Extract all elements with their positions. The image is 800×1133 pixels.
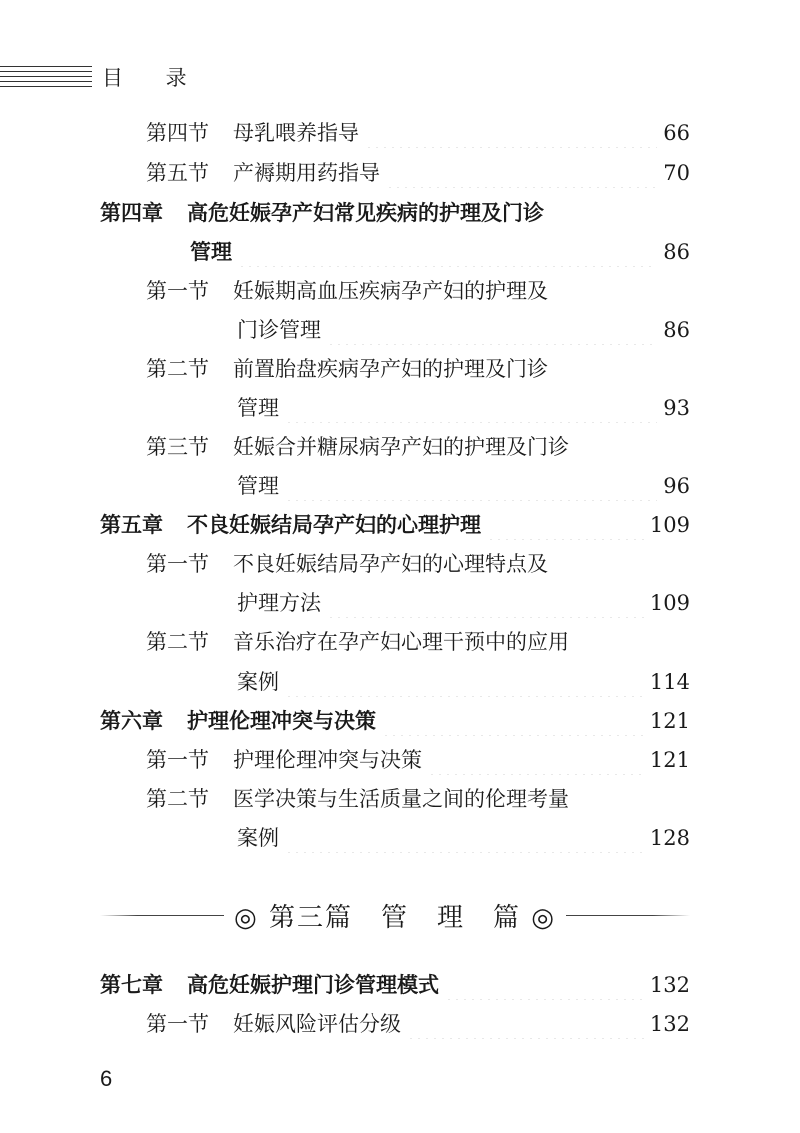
toc-page: 86 — [663, 240, 690, 264]
toc-label: 第六章 — [100, 709, 163, 733]
part-rule-left — [100, 915, 224, 916]
toc-entry-continuation — [237, 471, 690, 501]
toc-entry-chapter — [100, 970, 690, 1000]
toc-page: 66 — [663, 121, 690, 145]
dot-leader — [445, 970, 644, 1000]
dot-leader — [327, 588, 644, 618]
toc-title: 妊娠风险评估分级 — [233, 1012, 401, 1036]
toc-entry-section — [146, 627, 569, 657]
toc-label: 第一节 — [146, 552, 209, 576]
part-rule-right — [566, 915, 690, 916]
dot-leader — [285, 393, 657, 423]
toc-page: 86 — [663, 318, 690, 342]
toc-page: 109 — [649, 513, 690, 537]
toc-label: 第五节 — [146, 161, 209, 185]
dot-leader — [386, 158, 657, 188]
toc-label: 第一节 — [146, 748, 209, 772]
toc-label: 第一节 — [146, 279, 209, 303]
toc-page: 128 — [649, 826, 690, 850]
toc-title: 高危妊娠孕产妇常见疾病的护理及门诊 — [187, 201, 544, 225]
toc-title: 管理 — [237, 396, 279, 420]
toc-page: 132 — [649, 1012, 690, 1036]
toc-label: 第四节 — [146, 121, 209, 145]
dot-leader — [428, 745, 644, 775]
toc-entry-section — [146, 354, 548, 384]
toc-page: 121 — [649, 709, 690, 733]
toc-title: 护理伦理冲突与决策 — [233, 748, 422, 772]
toc-title: 案例 — [237, 826, 279, 850]
toc-title: 妊娠合并糖尿病孕产妇的护理及门诊 — [233, 435, 569, 459]
dot-leader — [382, 706, 644, 736]
toc-page: 132 — [649, 973, 690, 997]
dot-leader — [285, 823, 644, 853]
toc-title: 医学决策与生活质量之间的伦理考量 — [233, 787, 569, 811]
part-title: ◎ 第三篇 管 理 篇 ◎ — [234, 902, 556, 933]
toc-label: 第五章 — [100, 513, 163, 537]
toc-title: 高危妊娠护理门诊管理模式 — [187, 973, 439, 997]
toc-label: 第二节 — [146, 357, 209, 381]
toc-label: 第一节 — [146, 1012, 209, 1036]
toc-entry-section — [146, 745, 690, 775]
running-header-title: 目 录 — [102, 66, 205, 90]
toc-label: 第二节 — [146, 787, 209, 811]
toc-entry-continuation — [237, 588, 690, 618]
toc-page: 114 — [649, 670, 690, 694]
toc-title: 前置胎盘疾病孕产妇的护理及门诊 — [233, 357, 548, 381]
dot-leader — [407, 1009, 644, 1039]
toc-entry-section — [146, 118, 690, 148]
toc-title: 不良妊娠结局孕产妇的心理护理 — [187, 513, 481, 537]
part-heading — [100, 895, 690, 935]
toc-entry-continuation — [237, 393, 690, 423]
toc-label: 第七章 — [100, 973, 163, 997]
toc-title: 管理 — [237, 474, 279, 498]
toc-title: 妊娠期高血压疾病孕产妇的护理及 — [233, 279, 548, 303]
toc-entry-section — [146, 158, 690, 188]
toc-label: 第二节 — [146, 630, 209, 654]
dot-leader — [327, 315, 657, 345]
toc-entry-chapter — [100, 198, 544, 228]
toc-page: 70 — [663, 161, 690, 185]
toc-entry-section — [146, 549, 548, 579]
dot-leader — [285, 667, 644, 697]
toc-label: 第三节 — [146, 435, 209, 459]
toc-entry-continuation — [237, 667, 690, 697]
toc-title: 音乐治疗在孕产妇心理干预中的应用 — [233, 630, 569, 654]
toc-entry-section — [146, 276, 548, 306]
toc-entry-continuation — [190, 237, 690, 267]
header-rule-lines — [0, 66, 92, 88]
toc-title: 管理 — [190, 240, 232, 264]
toc-entry-continuation — [237, 823, 690, 853]
toc-title: 门诊管理 — [237, 318, 321, 342]
toc-page: 109 — [649, 591, 690, 615]
toc-label: 第四章 — [100, 201, 163, 225]
dot-leader — [238, 237, 657, 267]
toc-entry-chapter — [100, 706, 690, 736]
toc-title: 母乳喂养指导 — [233, 121, 359, 145]
page-number: 6 — [100, 1066, 113, 1091]
toc-entry-continuation — [237, 315, 690, 345]
dot-leader — [365, 118, 657, 148]
toc-entry-chapter — [100, 510, 690, 540]
toc-title: 案例 — [237, 670, 279, 694]
toc-page: 121 — [649, 748, 690, 772]
toc-title: 不良妊娠结局孕产妇的心理特点及 — [233, 552, 548, 576]
dot-leader — [285, 471, 657, 501]
toc-title: 护理方法 — [237, 591, 321, 615]
toc-title: 产褥期用药指导 — [233, 161, 380, 185]
toc-page: 93 — [663, 396, 690, 420]
toc-title: 护理伦理冲突与决策 — [187, 709, 376, 733]
dot-leader — [487, 510, 644, 540]
toc-page: 96 — [663, 474, 690, 498]
toc-entry-section — [146, 432, 569, 462]
toc-entry-section — [146, 784, 569, 814]
toc-entry-section — [146, 1009, 690, 1039]
